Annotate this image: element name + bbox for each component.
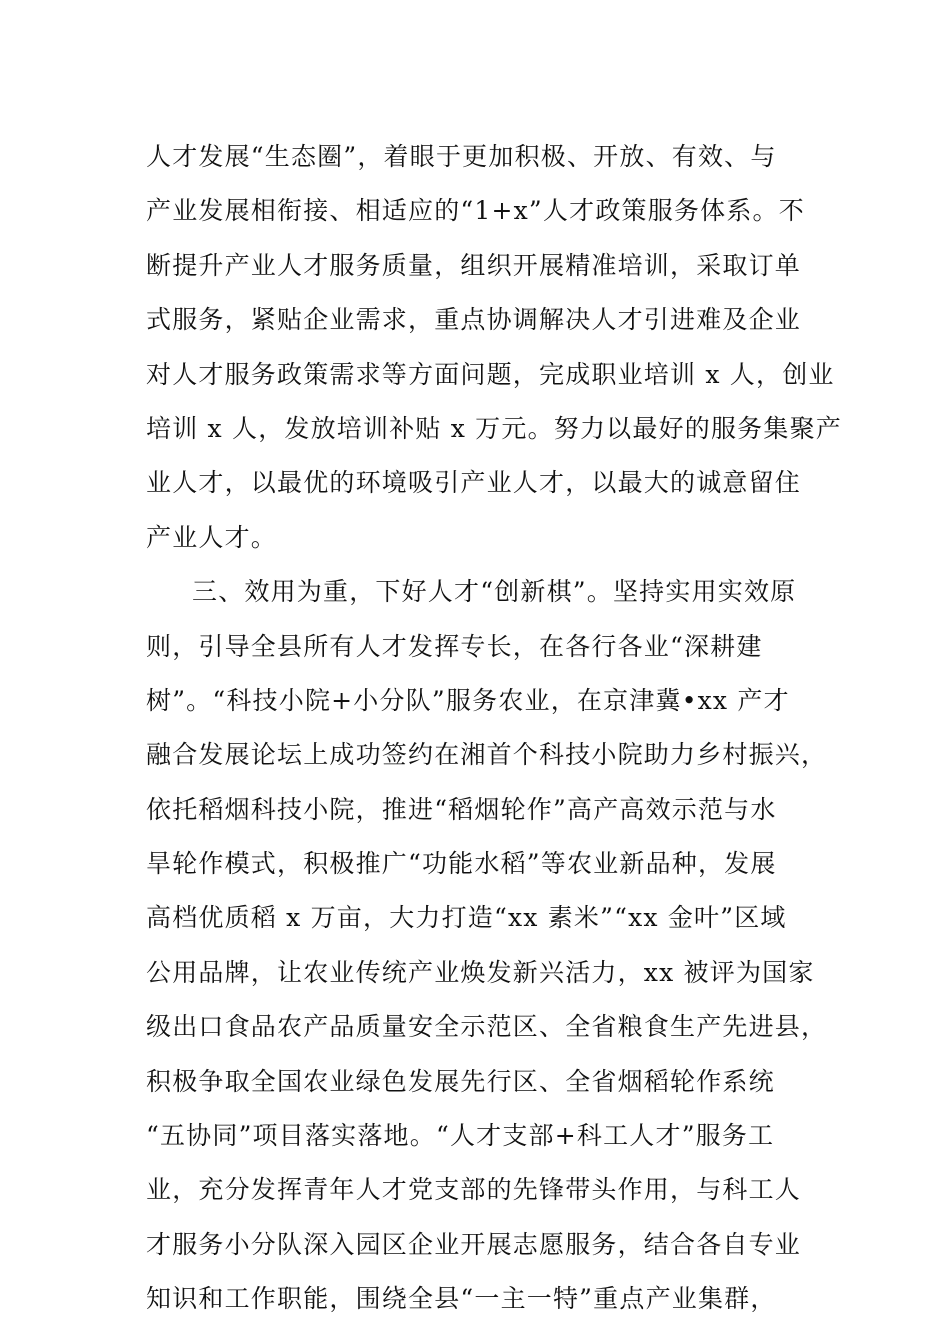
- text-line: 才服务小分队深入园区企业开展志愿服务，结合各自专业: [146, 1229, 802, 1259]
- text-line: 产业发展相衔接、相适应的“1+x”人才政策服务体系。不: [146, 196, 805, 226]
- text-line: 业人才，以最优的环境吸引产业人才，以最大的诚意留住: [146, 468, 802, 498]
- text-line: 树”。“科技小院+小分队”服务农业，在京津冀•xx 产才: [146, 685, 790, 715]
- text-line: 产业人才。: [146, 522, 278, 552]
- text-line: 式服务，紧贴企业需求，重点协调解决人才引进难及企业: [146, 305, 802, 335]
- text-line: “五协同”项目落实落地。“人才支部+科工人才”服务工: [146, 1121, 775, 1151]
- text-line: 依托稻烟科技小院，推进“稻烟轮作”高产高效示范与水: [146, 794, 777, 824]
- text-line: 旱轮作模式，积极推广“功能水稻”等农业新品种，发展: [146, 849, 777, 879]
- text-line: 业，充分发挥青年人才党支部的先锋带头作用，与科工人: [146, 1175, 802, 1205]
- text-line: 级出口食品农产品质量安全示范区、全省粮食生产先进县，: [146, 1012, 828, 1042]
- text-line: 对人才服务政策需求等方面问题，完成职业培训 x 人，创业: [146, 359, 835, 389]
- text-line: 知识和工作职能，围绕全县“一主一特”重点产业集群，: [146, 1284, 777, 1314]
- text-line: 人才发展“生态圈”，着眼于更加积极、开放、有效、与: [146, 142, 777, 171]
- text-line: 公用品牌，让农业传统产业焕发新兴活力，xx 被评为国家: [146, 957, 815, 987]
- text-line: 积极争取全国农业绿色发展先行区、全省烟稻轮作系统: [146, 1066, 775, 1096]
- text-line: 则，引导全县所有人才发挥专长，在各行各业“深耕建: [146, 631, 763, 661]
- body-text: [146, 130, 842, 1327]
- text-line: 融合发展论坛上成功签约在湘首个科技小院助力乡村振兴，: [146, 740, 828, 770]
- text-line: 培训 x 人，发放培训补贴 x 万元。努力以最好的服务集聚产: [146, 413, 842, 443]
- section-heading-line: 三、效用为重，下好人才“创新棋”。坚持实用实效原: [192, 577, 797, 607]
- text-line: 高档优质稻 x 万亩，大力打造“xx 素米”“xx 金叶”区域: [146, 903, 787, 933]
- text-line: 断提升产业人才服务质量，组织开展精准培训，采取订单: [146, 250, 802, 280]
